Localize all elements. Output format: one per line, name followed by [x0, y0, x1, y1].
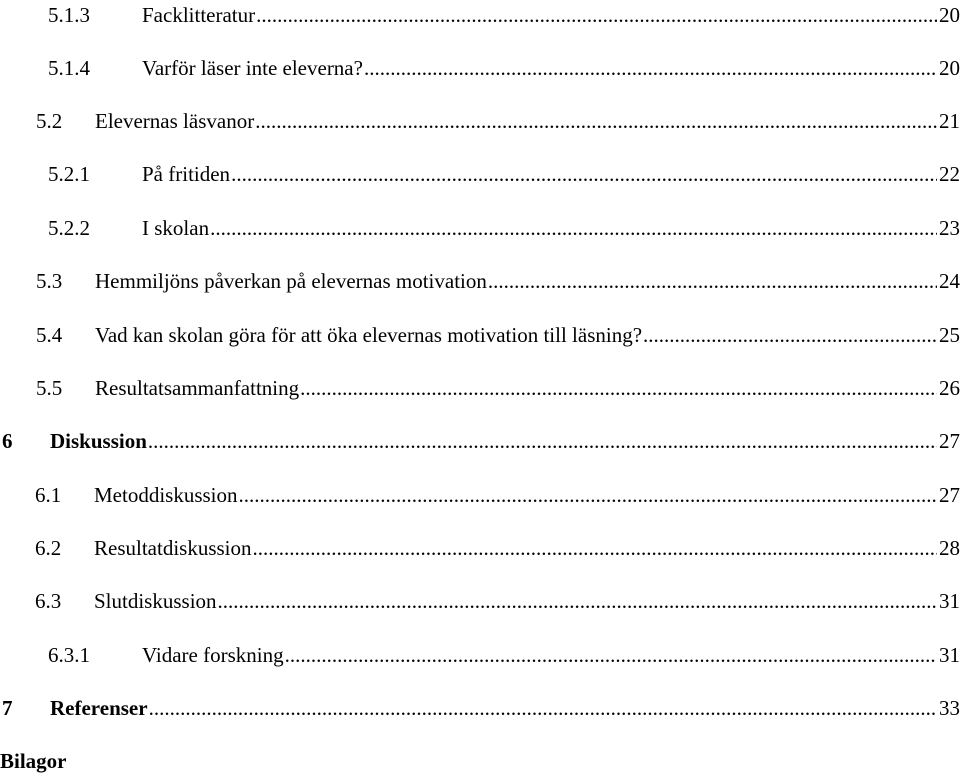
toc-entry-number: 5.2.1	[48, 162, 90, 186]
toc-entry-page: 28	[939, 536, 960, 560]
toc-entry-page: 26	[939, 376, 960, 400]
toc-entry[interactable]	[0, 159, 960, 189]
dot-leader	[300, 373, 937, 403]
dot-leader	[231, 159, 937, 189]
toc-entry[interactable]	[0, 693, 960, 723]
toc-entry-number: 5.2.2	[48, 216, 90, 240]
toc-entry[interactable]	[0, 640, 960, 670]
toc-entry-page: 24	[939, 269, 960, 293]
toc-entry-number: 5.3	[36, 269, 63, 293]
toc-entry[interactable]	[0, 320, 960, 350]
toc-entry[interactable]	[0, 53, 960, 83]
toc-entry-title: Varför läser inte eleverna?	[142, 56, 363, 80]
dot-leader	[210, 213, 937, 243]
toc-entry[interactable]	[0, 426, 960, 456]
dot-leader	[255, 106, 937, 136]
toc-entry[interactable]	[0, 373, 960, 403]
toc-entry-number: 6.1	[35, 483, 62, 507]
toc-entry-title: Facklitteratur	[142, 3, 256, 27]
dot-leader	[239, 480, 937, 510]
toc-entry-number: 6.3.1	[48, 643, 90, 667]
toc-entry-title: Resultatsammanfattning	[95, 376, 300, 400]
dot-leader	[643, 320, 937, 350]
toc-entry-page: 27	[939, 429, 960, 453]
toc-entry[interactable]	[0, 0, 960, 30]
toc-entry-title: Hemmiljöns påverkan på elevernas motivation	[95, 269, 487, 293]
dot-leader	[364, 53, 937, 83]
toc-entry-number: 7	[2, 696, 13, 720]
toc-entry-page: 27	[939, 483, 960, 507]
dot-leader	[256, 0, 937, 30]
toc-entry-title: Elevernas läsvanor	[95, 109, 255, 133]
toc-entry-page: 31	[939, 589, 960, 613]
toc-entry-title: Vidare forskning	[142, 643, 284, 667]
toc-entry-number: 6.2	[35, 536, 62, 560]
toc-entry-number: 5.2	[36, 109, 63, 133]
toc-entry-number: 5.4	[36, 323, 63, 347]
dot-leader	[253, 533, 937, 563]
toc-entry-title: Bilagor	[0, 749, 67, 773]
toc-entry-page: 33	[939, 696, 960, 720]
toc-entry[interactable]	[0, 106, 960, 136]
toc-entry-page: 22	[939, 162, 960, 186]
dot-leader	[285, 640, 937, 670]
dot-leader	[148, 426, 937, 456]
toc-entry-title: Vad kan skolan göra för att öka elevernas motivation till läsning?	[95, 323, 643, 347]
toc-entry-title: På fritiden	[142, 162, 231, 186]
toc-entry-number: 6.3	[35, 589, 62, 613]
toc-entry-page: 23	[939, 216, 960, 240]
dot-leader	[149, 693, 937, 723]
toc-entry[interactable]	[0, 213, 960, 243]
toc-entry-number: 5.5	[36, 376, 63, 400]
toc-entry-page: 25	[939, 323, 960, 347]
toc-entry-page: 20	[939, 56, 960, 80]
toc-entry-title: I skolan	[142, 216, 210, 240]
dot-leader	[218, 586, 937, 616]
toc-entry-number: 5.1.4	[48, 56, 90, 80]
toc-entry[interactable]	[0, 480, 960, 510]
toc-entry-number: 5.1.3	[48, 3, 90, 27]
toc-entry[interactable]	[0, 586, 960, 616]
toc-entry-page: 31	[939, 643, 960, 667]
toc-entry-page: 20	[939, 3, 960, 27]
toc-entry[interactable]	[0, 746, 960, 776]
dot-leader	[488, 266, 937, 296]
toc-entry-title: Resultatdiskussion	[94, 536, 252, 560]
toc-entry-page: 21	[939, 109, 960, 133]
toc-entry-title: Slutdiskussion	[94, 589, 217, 613]
toc-entry-title: Diskussion	[50, 429, 147, 453]
toc-entry-number: 6	[2, 429, 13, 453]
toc-entry-title: Referenser	[50, 696, 148, 720]
toc-entry[interactable]	[0, 266, 960, 296]
toc-entry[interactable]	[0, 533, 960, 563]
toc-entry-title: Metoddiskussion	[94, 483, 238, 507]
